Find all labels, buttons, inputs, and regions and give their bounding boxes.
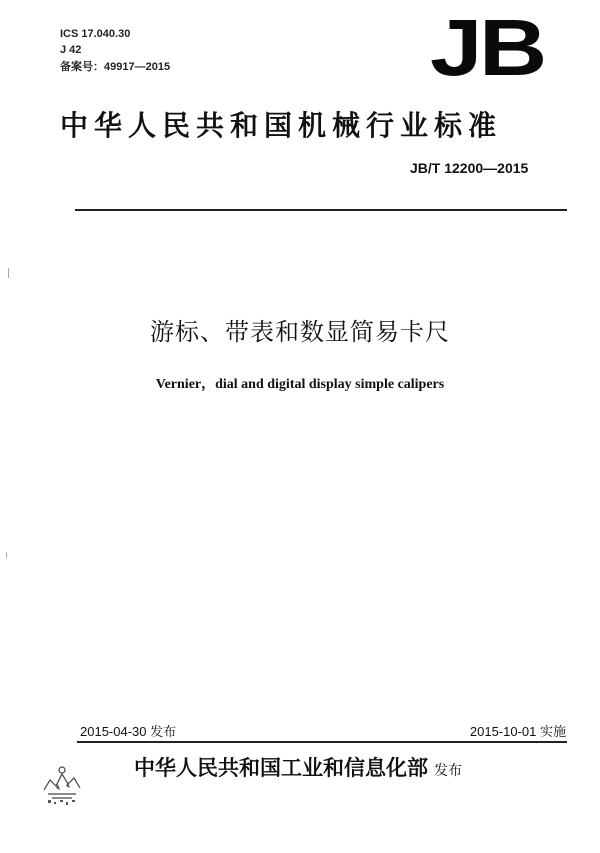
scan-speck xyxy=(6,552,7,558)
document-title-en: Vernier，dial and digital display simple calipers xyxy=(155,377,445,392)
issue-date: 2015-04-30 发布 xyxy=(80,724,177,739)
publisher xyxy=(134,752,462,782)
publisher-name: 中华人民共和国工业和信息化部 xyxy=(134,756,428,780)
jb-logo: JB xyxy=(430,3,544,92)
publisher-suffix: 发布 xyxy=(434,763,462,779)
document-title-cn: 游标、带表和数显简易卡尺 xyxy=(150,318,450,346)
ccs-code: J 42 xyxy=(60,44,82,56)
standard-number: JB/T 12200—2015 xyxy=(410,160,529,176)
bottom-rule xyxy=(77,741,567,743)
implementation-date: 2015-10-01 实施 xyxy=(469,724,566,739)
ministry-emblem-icon xyxy=(38,760,86,808)
ics-code: ICS 17.040.30 xyxy=(60,28,131,40)
top-rule xyxy=(75,209,567,211)
standard-title: 中华人民共和国机械行业标准 xyxy=(60,109,503,142)
scan-speck xyxy=(8,268,9,278)
filing-number: 备案号：49917—2015 xyxy=(60,61,171,73)
